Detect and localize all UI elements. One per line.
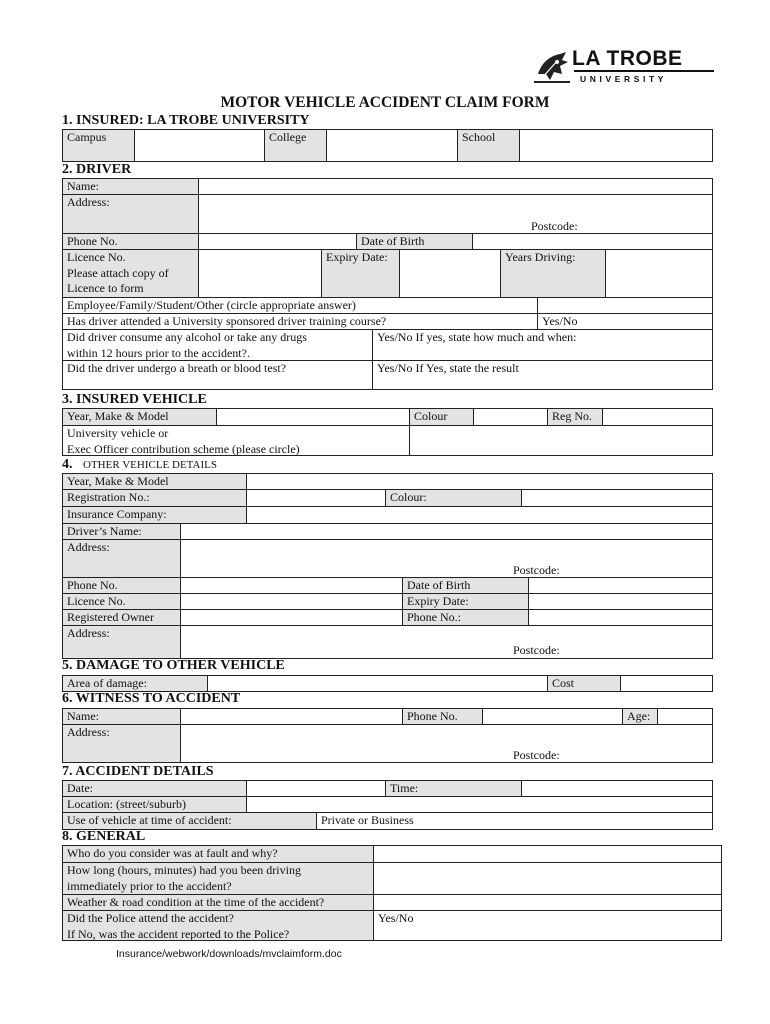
section-3-heading: 3. INSURED VEHICLE (62, 392, 207, 407)
other-address-field[interactable] (181, 540, 712, 578)
section-5-table (62, 675, 713, 692)
witness-name-field[interactable] (181, 709, 403, 725)
fault-answer[interactable] (374, 846, 721, 863)
location-label: Location: (street/suburb) (63, 797, 247, 813)
insurance-company-field[interactable] (247, 507, 712, 524)
witness-address-field[interactable] (181, 725, 712, 762)
other-reg-field[interactable] (247, 490, 386, 507)
police-answer[interactable]: Yes/No (378, 911, 414, 925)
licence-label-line-2: Please attach copy of (67, 265, 169, 280)
owner-phone-field[interactable] (529, 610, 712, 626)
section-1-heading: 1. INSURED: LA TROBE UNIVERSITY (62, 113, 310, 128)
section-8-table (62, 845, 722, 941)
driver-name-field[interactable] (199, 179, 712, 195)
alcohol-answer[interactable]: Yes/No If yes, state how much and when: (373, 330, 712, 361)
section-2-heading: 2. DRIVER (62, 162, 132, 177)
campus-field[interactable] (135, 130, 265, 161)
other-driver-name-field[interactable] (181, 524, 712, 540)
section-3-table (62, 408, 713, 456)
logo-text-la-trobe: LA TROBE (572, 47, 683, 70)
police-question (63, 911, 374, 940)
accident-time-field[interactable] (522, 781, 712, 797)
breath-test-question: Did the driver undergo a breath or blood test? (63, 361, 373, 389)
witness-age-field[interactable] (658, 709, 712, 725)
driver-dob-field[interactable] (473, 234, 712, 250)
section-4-heading (62, 457, 217, 473)
logo-divider (574, 70, 714, 72)
driver-address-label: Address: (63, 195, 199, 234)
licence-field[interactable] (199, 250, 322, 298)
la-trobe-logo (532, 48, 718, 88)
university-vehicle-answer[interactable] (410, 426, 712, 455)
witness-postcode-label: Postcode: (513, 748, 560, 762)
other-driver-name-label: Driver’s Name: (63, 524, 181, 540)
owner-postcode-label: Postcode: (513, 643, 560, 657)
footer-file-path: Insurance/webwork/downloads/mvclaimform.doc (116, 948, 342, 960)
driver-postcode-label: Postcode: (531, 219, 578, 233)
form-title: MOTOR VEHICLE ACCIDENT CLAIM FORM (220, 94, 550, 111)
police-question-line-2: If No, was the accident reported to the Police? (67, 926, 290, 940)
vehicle-use-answer[interactable]: Private or Business (321, 813, 414, 827)
section-4-number: 4. (62, 457, 73, 472)
section-5-heading: 5. DAMAGE TO OTHER VEHICLE (62, 658, 285, 673)
section-4-table (62, 473, 713, 659)
police-question-line-1: Did the Police attend the accident? (67, 911, 234, 925)
alcohol-question (63, 330, 373, 361)
other-make-label: Year, Make & Model (63, 474, 247, 490)
other-phone-label: Phone No. (63, 578, 181, 594)
section-8-heading: 8. GENERAL (62, 829, 146, 844)
owner-address-label: Address: (63, 626, 181, 658)
driving-duration-question (63, 863, 374, 895)
university-seal-icon (532, 48, 572, 86)
driver-address-field[interactable] (199, 195, 712, 234)
cost-label: Cost (548, 676, 621, 691)
location-field[interactable] (247, 797, 712, 813)
driver-expiry-field[interactable] (400, 250, 501, 298)
witness-phone-label: Phone No. (403, 709, 483, 725)
accident-date-field[interactable] (247, 781, 386, 797)
other-postcode-label: Postcode: (513, 563, 560, 577)
university-vehicle-line-1: University vehicle or (67, 426, 169, 440)
school-field[interactable] (520, 130, 712, 161)
training-answer[interactable]: Yes/No (538, 314, 712, 330)
section-7-heading: 7. ACCIDENT DETAILS (62, 764, 214, 779)
cost-field[interactable] (621, 676, 712, 691)
college-label: College (265, 130, 327, 161)
other-reg-label: Registration No.: (63, 490, 247, 507)
other-expiry-field[interactable] (529, 594, 712, 610)
insured-make-field[interactable] (217, 409, 410, 426)
other-address-label: Address: (63, 540, 181, 578)
section-4-title: OTHER VEHICLE DETAILS (83, 459, 217, 471)
insurance-company-label: Insurance Company: (63, 507, 247, 524)
driving-duration-answer[interactable] (374, 863, 721, 895)
other-phone-field[interactable] (181, 578, 403, 594)
weather-answer[interactable] (374, 895, 721, 911)
section-6-heading: 6. WITNESS TO ACCIDENT (62, 691, 241, 706)
driver-expiry-label: Expiry Date: (322, 250, 400, 298)
owner-phone-label: Phone No.: (403, 610, 529, 626)
employee-status-label: Employee/Family/Student/Other (circle appropriate answer) (63, 298, 538, 314)
registered-owner-label: Registered Owner (63, 610, 181, 626)
insured-colour-label: Colour (410, 409, 474, 426)
weather-question: Weather & road condition at the time of the accident? (63, 895, 374, 911)
other-colour-label: Colour: (386, 490, 522, 507)
licence-label-line-1: Licence No. (67, 250, 126, 264)
accident-time-label: Time: (386, 781, 522, 797)
other-colour-field[interactable] (522, 490, 712, 507)
logo-text-university: UNIVERSITY (580, 74, 668, 84)
campus-label: Campus (63, 130, 135, 161)
section-7-table (62, 780, 713, 830)
alcohol-question-line-1: Did driver consume any alcohol or take any drugs (67, 330, 307, 344)
accident-date-label: Date: (63, 781, 247, 797)
other-make-field[interactable] (247, 474, 712, 490)
college-field[interactable] (327, 130, 458, 161)
other-licence-field[interactable] (181, 594, 403, 610)
years-driving-field[interactable] (606, 250, 712, 298)
years-driving-label: Years Driving: (501, 250, 606, 298)
area-of-damage-field[interactable] (208, 676, 548, 691)
insured-colour-field[interactable] (474, 409, 548, 426)
school-label: School (458, 130, 520, 161)
registered-owner-field[interactable] (181, 610, 403, 626)
insured-reg-field[interactable] (603, 409, 712, 426)
licence-label (63, 250, 199, 298)
witness-address-label: Address: (63, 725, 181, 762)
other-expiry-label: Expiry Date: (403, 594, 529, 610)
witness-phone-field[interactable] (483, 709, 623, 725)
vehicle-use-label: Use of vehicle at time of accident: (63, 813, 317, 829)
university-vehicle-line-2: Exec Officer contribution scheme (please circle) (67, 441, 300, 455)
fault-question: Who do you consider was at fault and why? (63, 846, 374, 863)
employee-status-field[interactable] (538, 298, 712, 314)
driver-phone-label: Phone No. (63, 234, 199, 250)
driving-duration-line-2: immediately prior to the accident? (67, 878, 232, 893)
alcohol-question-line-2: within 12 hours prior to the accident?. (67, 345, 250, 360)
university-vehicle-question (63, 426, 410, 455)
driver-dob-label: Date of Birth (357, 234, 473, 250)
section-6-table (62, 708, 713, 763)
other-licence-label: Licence No. (63, 594, 181, 610)
driver-phone-field[interactable] (199, 234, 357, 250)
section-2-table (62, 178, 713, 390)
other-dob-field[interactable] (529, 578, 712, 594)
owner-address-field[interactable] (181, 626, 712, 658)
area-of-damage-label: Area of damage: (63, 676, 208, 691)
insured-reg-label: Reg No. (548, 409, 603, 426)
driving-duration-line-1: How long (hours, minutes) had you been driving (67, 863, 301, 877)
insured-make-label: Year, Make & Model (63, 409, 217, 426)
witness-name-label: Name: (63, 709, 181, 725)
breath-test-answer[interactable]: Yes/No If Yes, state the result (377, 361, 519, 375)
driver-name-label: Name: (63, 179, 199, 195)
licence-label-line-3: Licence to form (67, 281, 144, 295)
section-1-table (62, 129, 713, 162)
witness-age-label: Age: (623, 709, 658, 725)
training-question: Has driver attended a University sponsored driver training course? (63, 314, 538, 330)
other-dob-label: Date of Birth (403, 578, 529, 594)
